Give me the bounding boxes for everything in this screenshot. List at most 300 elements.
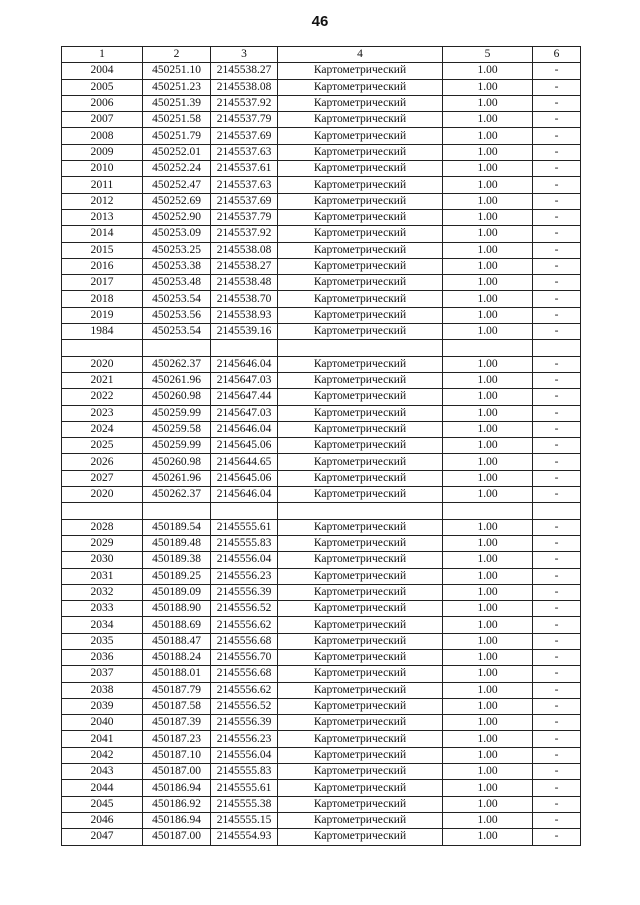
accuracy-cell: 1.00 [443, 649, 533, 665]
method-cell: Картометрический [278, 421, 443, 437]
y-coordinate-cell: 2145538.48 [211, 275, 278, 291]
table-row [62, 698, 581, 714]
point-number-cell: 2004 [62, 63, 143, 79]
note-cell: - [533, 601, 581, 617]
note-cell: - [533, 698, 581, 714]
method-cell: Картометрический [278, 128, 443, 144]
x-coordinate-cell: 450253.09 [143, 226, 211, 242]
point-number-cell [62, 340, 143, 356]
point-number-cell: 2016 [62, 258, 143, 274]
y-coordinate-cell: 2145646.04 [211, 487, 278, 503]
method-cell: Картометрический [278, 552, 443, 568]
note-cell: - [533, 764, 581, 780]
x-coordinate-cell: 450188.24 [143, 649, 211, 665]
table-row [62, 438, 581, 454]
accuracy-cell: 1.00 [443, 584, 533, 600]
y-coordinate-cell: 2145645.06 [211, 470, 278, 486]
accuracy-cell: 1.00 [443, 209, 533, 225]
accuracy-cell: 1.00 [443, 421, 533, 437]
note-cell: - [533, 421, 581, 437]
method-cell: Картометрический [278, 470, 443, 486]
y-coordinate-cell: 2145538.08 [211, 242, 278, 258]
y-coordinate-cell: 2145644.65 [211, 454, 278, 470]
x-coordinate-cell: 450189.09 [143, 584, 211, 600]
note-cell: - [533, 63, 581, 79]
accuracy-cell [443, 503, 533, 519]
x-coordinate-cell: 450187.10 [143, 747, 211, 763]
method-cell: Картометрический [278, 63, 443, 79]
table-row [62, 421, 581, 437]
note-cell: - [533, 389, 581, 405]
method-cell: Картометрический [278, 796, 443, 812]
method-cell: Картометрический [278, 438, 443, 454]
table-row [62, 617, 581, 633]
accuracy-cell: 1.00 [443, 144, 533, 160]
y-coordinate-cell: 2145647.03 [211, 405, 278, 421]
note-cell: - [533, 112, 581, 128]
method-cell: Картометрический [278, 568, 443, 584]
header-cell-point: 1 [62, 47, 143, 63]
x-coordinate-cell: 450251.10 [143, 63, 211, 79]
accuracy-cell: 1.00 [443, 454, 533, 470]
accuracy-cell: 1.00 [443, 324, 533, 340]
method-cell: Картометрический [278, 829, 443, 845]
y-coordinate-cell: 2145538.93 [211, 307, 278, 323]
method-cell: Картометрический [278, 372, 443, 388]
y-coordinate-cell: 2145555.83 [211, 764, 278, 780]
note-cell: - [533, 128, 581, 144]
point-number-cell: 2032 [62, 584, 143, 600]
table-row [62, 568, 581, 584]
note-cell: - [533, 438, 581, 454]
table-row [62, 275, 581, 291]
y-coordinate-cell: 2145555.15 [211, 812, 278, 828]
note-cell: - [533, 796, 581, 812]
y-coordinate-cell: 2145537.79 [211, 209, 278, 225]
method-cell: Картометрический [278, 747, 443, 763]
table-row [62, 226, 581, 242]
note-cell: - [533, 747, 581, 763]
x-coordinate-cell: 450187.39 [143, 715, 211, 731]
accuracy-cell: 1.00 [443, 405, 533, 421]
method-cell: Картометрический [278, 649, 443, 665]
table-row [62, 780, 581, 796]
header-cell-note: 6 [533, 47, 581, 63]
accuracy-cell: 1.00 [443, 258, 533, 274]
table-row [62, 829, 581, 845]
method-cell: Картометрический [278, 780, 443, 796]
point-number-cell: 2044 [62, 780, 143, 796]
method-cell: Картометрический [278, 519, 443, 535]
x-coordinate-cell: 450260.98 [143, 389, 211, 405]
x-coordinate-cell: 450253.48 [143, 275, 211, 291]
note-cell [533, 503, 581, 519]
point-number-cell: 2006 [62, 95, 143, 111]
x-coordinate-cell: 450188.01 [143, 666, 211, 682]
note-cell: - [533, 731, 581, 747]
accuracy-cell: 1.00 [443, 112, 533, 128]
table-row [62, 128, 581, 144]
y-coordinate-cell: 2145556.39 [211, 584, 278, 600]
method-cell: Картометрический [278, 584, 443, 600]
y-coordinate-cell: 2145537.63 [211, 177, 278, 193]
note-cell: - [533, 324, 581, 340]
table-body [62, 63, 581, 845]
method-cell: Картометрический [278, 764, 443, 780]
method-cell: Картометрический [278, 405, 443, 421]
x-coordinate-cell: 450251.58 [143, 112, 211, 128]
table-row [62, 372, 581, 388]
table-row [62, 144, 581, 160]
x-coordinate-cell: 450252.01 [143, 144, 211, 160]
y-coordinate-cell: 2145556.52 [211, 698, 278, 714]
point-number-cell: 2023 [62, 405, 143, 421]
note-cell [533, 340, 581, 356]
coordinates-table [61, 46, 581, 846]
point-number-cell: 2030 [62, 552, 143, 568]
method-cell: Картометрический [278, 242, 443, 258]
point-number-cell: 2043 [62, 764, 143, 780]
y-coordinate-cell: 2145537.92 [211, 226, 278, 242]
accuracy-cell: 1.00 [443, 682, 533, 698]
accuracy-cell: 1.00 [443, 79, 533, 95]
method-cell: Картометрический [278, 666, 443, 682]
point-number-cell: 2021 [62, 372, 143, 388]
accuracy-cell: 1.00 [443, 666, 533, 682]
table-row [62, 454, 581, 470]
accuracy-cell: 1.00 [443, 812, 533, 828]
note-cell: - [533, 812, 581, 828]
method-cell: Картометрический [278, 633, 443, 649]
method-cell: Картометрический [278, 601, 443, 617]
accuracy-cell: 1.00 [443, 95, 533, 111]
x-coordinate-cell: 450253.54 [143, 324, 211, 340]
table-row [62, 95, 581, 111]
y-coordinate-cell: 2145538.08 [211, 79, 278, 95]
table-row [62, 470, 581, 486]
table-row [62, 715, 581, 731]
accuracy-cell: 1.00 [443, 519, 533, 535]
y-coordinate-cell: 2145556.68 [211, 633, 278, 649]
x-coordinate-cell: 450189.38 [143, 552, 211, 568]
note-cell: - [533, 144, 581, 160]
accuracy-cell: 1.00 [443, 552, 533, 568]
method-cell: Картометрический [278, 291, 443, 307]
note-cell: - [533, 242, 581, 258]
separator-row [62, 340, 581, 356]
table-row [62, 112, 581, 128]
point-number-cell [62, 503, 143, 519]
method-cell: Картометрический [278, 275, 443, 291]
method-cell: Картометрический [278, 682, 443, 698]
y-coordinate-cell: 2145556.70 [211, 649, 278, 665]
table-row [62, 487, 581, 503]
point-number-cell: 2010 [62, 161, 143, 177]
note-cell: - [533, 291, 581, 307]
point-number-cell: 2031 [62, 568, 143, 584]
table-row [62, 796, 581, 812]
accuracy-cell: 1.00 [443, 487, 533, 503]
accuracy-cell: 1.00 [443, 535, 533, 551]
point-number-cell: 2022 [62, 389, 143, 405]
table-row [62, 584, 581, 600]
x-coordinate-cell [143, 340, 211, 356]
note-cell: - [533, 552, 581, 568]
accuracy-cell [443, 340, 533, 356]
note-cell: - [533, 633, 581, 649]
x-coordinate-cell [143, 503, 211, 519]
point-number-cell: 2018 [62, 291, 143, 307]
x-coordinate-cell: 450186.92 [143, 796, 211, 812]
x-coordinate-cell: 450187.23 [143, 731, 211, 747]
table-row [62, 63, 581, 79]
x-coordinate-cell: 450188.69 [143, 617, 211, 633]
note-cell: - [533, 275, 581, 291]
accuracy-cell: 1.00 [443, 715, 533, 731]
point-number-cell: 2025 [62, 438, 143, 454]
point-number-cell: 2034 [62, 617, 143, 633]
accuracy-cell: 1.00 [443, 161, 533, 177]
note-cell: - [533, 405, 581, 421]
table-row [62, 764, 581, 780]
table-row [62, 812, 581, 828]
y-coordinate-cell: 2145556.62 [211, 682, 278, 698]
y-coordinate-cell [211, 340, 278, 356]
separator-row [62, 503, 581, 519]
note-cell: - [533, 454, 581, 470]
note-cell: - [533, 209, 581, 225]
x-coordinate-cell: 450187.00 [143, 829, 211, 845]
accuracy-cell: 1.00 [443, 389, 533, 405]
note-cell: - [533, 682, 581, 698]
y-coordinate-cell: 2145555.61 [211, 780, 278, 796]
point-number-cell: 2037 [62, 666, 143, 682]
note-cell: - [533, 649, 581, 665]
accuracy-cell: 1.00 [443, 438, 533, 454]
method-cell: Картометрический [278, 95, 443, 111]
note-cell: - [533, 617, 581, 633]
point-number-cell: 2013 [62, 209, 143, 225]
point-number-cell: 2039 [62, 698, 143, 714]
point-number-cell: 2041 [62, 731, 143, 747]
point-number-cell: 2017 [62, 275, 143, 291]
x-coordinate-cell: 450189.54 [143, 519, 211, 535]
note-cell: - [533, 307, 581, 323]
note-cell: - [533, 487, 581, 503]
table-row [62, 291, 581, 307]
x-coordinate-cell: 450251.39 [143, 95, 211, 111]
accuracy-cell: 1.00 [443, 780, 533, 796]
accuracy-cell: 1.00 [443, 193, 533, 209]
accuracy-cell: 1.00 [443, 633, 533, 649]
accuracy-cell: 1.00 [443, 63, 533, 79]
table-row [62, 356, 581, 372]
y-coordinate-cell: 2145556.04 [211, 747, 278, 763]
x-coordinate-cell: 450186.94 [143, 780, 211, 796]
method-cell: Картометрический [278, 307, 443, 323]
y-coordinate-cell: 2145539.16 [211, 324, 278, 340]
note-cell: - [533, 535, 581, 551]
x-coordinate-cell: 450187.79 [143, 682, 211, 698]
note-cell: - [533, 568, 581, 584]
method-cell: Картометрический [278, 535, 443, 551]
y-coordinate-cell: 2145537.63 [211, 144, 278, 160]
point-number-cell: 2008 [62, 128, 143, 144]
point-number-cell: 2040 [62, 715, 143, 731]
point-number-cell: 2027 [62, 470, 143, 486]
note-cell: - [533, 258, 581, 274]
y-coordinate-cell: 2145556.23 [211, 568, 278, 584]
accuracy-cell: 1.00 [443, 307, 533, 323]
method-cell: Картометрический [278, 715, 443, 731]
note-cell: - [533, 519, 581, 535]
point-number-cell: 2012 [62, 193, 143, 209]
point-number-cell: 2007 [62, 112, 143, 128]
table-row [62, 405, 581, 421]
accuracy-cell: 1.00 [443, 372, 533, 388]
table-row [62, 682, 581, 698]
x-coordinate-cell: 450253.25 [143, 242, 211, 258]
y-coordinate-cell: 2145555.38 [211, 796, 278, 812]
note-cell: - [533, 356, 581, 372]
note-cell: - [533, 193, 581, 209]
y-coordinate-cell: 2145538.27 [211, 258, 278, 274]
y-coordinate-cell: 2145556.52 [211, 601, 278, 617]
x-coordinate-cell: 450188.47 [143, 633, 211, 649]
x-coordinate-cell: 450186.94 [143, 812, 211, 828]
point-number-cell: 2042 [62, 747, 143, 763]
y-coordinate-cell: 2145538.70 [211, 291, 278, 307]
accuracy-cell: 1.00 [443, 177, 533, 193]
x-coordinate-cell: 450261.96 [143, 470, 211, 486]
table-row [62, 307, 581, 323]
table-row [62, 242, 581, 258]
y-coordinate-cell: 2145537.79 [211, 112, 278, 128]
accuracy-cell: 1.00 [443, 601, 533, 617]
table-row [62, 209, 581, 225]
point-number-cell: 2045 [62, 796, 143, 812]
table-row [62, 552, 581, 568]
point-number-cell: 2020 [62, 487, 143, 503]
y-coordinate-cell: 2145646.04 [211, 356, 278, 372]
x-coordinate-cell: 450253.54 [143, 291, 211, 307]
note-cell: - [533, 226, 581, 242]
point-number-cell: 2046 [62, 812, 143, 828]
point-number-cell: 2026 [62, 454, 143, 470]
point-number-cell: 2038 [62, 682, 143, 698]
y-coordinate-cell: 2145555.61 [211, 519, 278, 535]
note-cell: - [533, 161, 581, 177]
method-cell: Картометрический [278, 177, 443, 193]
x-coordinate-cell: 450253.56 [143, 307, 211, 323]
y-coordinate-cell: 2145646.04 [211, 421, 278, 437]
y-coordinate-cell: 2145554.93 [211, 829, 278, 845]
note-cell: - [533, 177, 581, 193]
method-cell: Картометрический [278, 389, 443, 405]
table-row [62, 79, 581, 95]
header-cell-y: 3 [211, 47, 278, 63]
table-row [62, 389, 581, 405]
accuracy-cell: 1.00 [443, 291, 533, 307]
table-row [62, 161, 581, 177]
x-coordinate-cell: 450252.90 [143, 209, 211, 225]
table-row [62, 666, 581, 682]
accuracy-cell: 1.00 [443, 698, 533, 714]
y-coordinate-cell: 2145647.03 [211, 372, 278, 388]
x-coordinate-cell: 450189.48 [143, 535, 211, 551]
accuracy-cell: 1.00 [443, 747, 533, 763]
y-coordinate-cell: 2145645.06 [211, 438, 278, 454]
y-coordinate-cell: 2145555.83 [211, 535, 278, 551]
method-cell: Картометрический [278, 731, 443, 747]
accuracy-cell: 1.00 [443, 796, 533, 812]
point-number-cell: 2009 [62, 144, 143, 160]
x-coordinate-cell: 450187.00 [143, 764, 211, 780]
point-number-cell: 2024 [62, 421, 143, 437]
x-coordinate-cell: 450259.99 [143, 405, 211, 421]
method-cell: Картометрический [278, 698, 443, 714]
method-cell: Картометрический [278, 209, 443, 225]
x-coordinate-cell: 450252.47 [143, 177, 211, 193]
table-row [62, 193, 581, 209]
y-coordinate-cell: 2145537.69 [211, 128, 278, 144]
accuracy-cell: 1.00 [443, 128, 533, 144]
x-coordinate-cell: 450251.23 [143, 79, 211, 95]
method-cell: Картометрический [278, 487, 443, 503]
note-cell: - [533, 372, 581, 388]
x-coordinate-cell: 450261.96 [143, 372, 211, 388]
y-coordinate-cell: 2145647.44 [211, 389, 278, 405]
x-coordinate-cell: 450187.58 [143, 698, 211, 714]
x-coordinate-cell: 450252.69 [143, 193, 211, 209]
point-number-cell: 2020 [62, 356, 143, 372]
x-coordinate-cell: 450259.99 [143, 438, 211, 454]
header-cell-x: 2 [143, 47, 211, 63]
y-coordinate-cell: 2145556.23 [211, 731, 278, 747]
note-cell: - [533, 780, 581, 796]
note-cell: - [533, 584, 581, 600]
method-cell [278, 340, 443, 356]
table-row [62, 731, 581, 747]
point-number-cell: 2029 [62, 535, 143, 551]
method-cell: Картометрический [278, 454, 443, 470]
point-number-cell: 2033 [62, 601, 143, 617]
method-cell: Картометрический [278, 617, 443, 633]
x-coordinate-cell: 450188.90 [143, 601, 211, 617]
accuracy-cell: 1.00 [443, 275, 533, 291]
accuracy-cell: 1.00 [443, 568, 533, 584]
accuracy-cell: 1.00 [443, 764, 533, 780]
x-coordinate-cell: 450262.37 [143, 356, 211, 372]
method-cell: Картометрический [278, 144, 443, 160]
accuracy-cell: 1.00 [443, 226, 533, 242]
note-cell: - [533, 470, 581, 486]
table-row [62, 324, 581, 340]
point-number-cell: 2028 [62, 519, 143, 535]
point-number-cell: 1984 [62, 324, 143, 340]
page-number: 46 [311, 13, 329, 30]
x-coordinate-cell: 450262.37 [143, 487, 211, 503]
method-cell: Картометрический [278, 226, 443, 242]
method-cell: Картометрический [278, 356, 443, 372]
note-cell: - [533, 666, 581, 682]
x-coordinate-cell: 450252.24 [143, 161, 211, 177]
table-row [62, 649, 581, 665]
table-row [62, 177, 581, 193]
point-number-cell: 2014 [62, 226, 143, 242]
table-row [62, 535, 581, 551]
x-coordinate-cell: 450253.38 [143, 258, 211, 274]
